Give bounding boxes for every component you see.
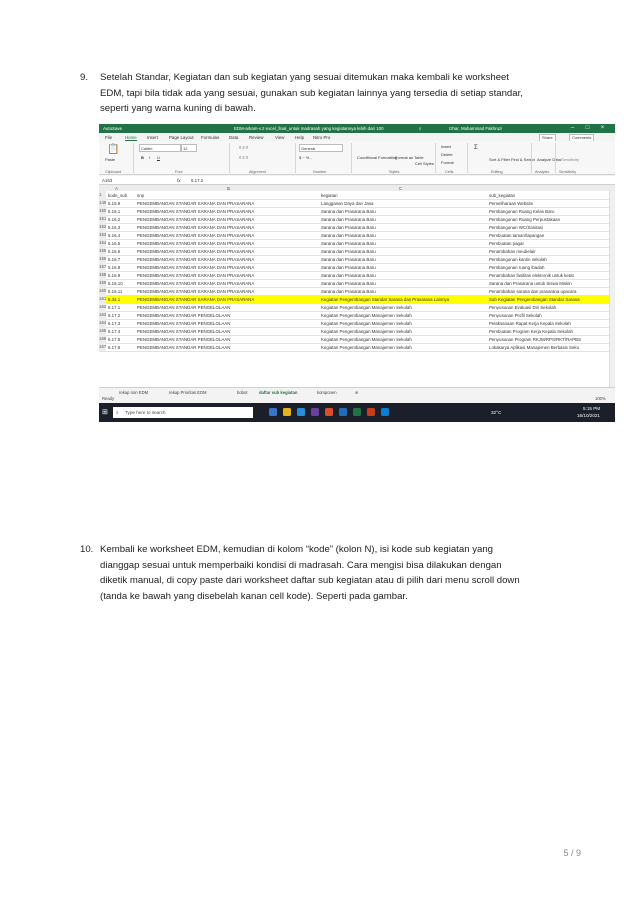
cell-kegiatan[interactable]: Sarana dan Prasarana Baru [321, 208, 376, 214]
cell-snp[interactable]: PENGEMBANGAN STANDAR SARANA DAN PRASARANA [137, 224, 255, 230]
task-view-icon[interactable] [269, 408, 277, 416]
insert-cells-button[interactable]: Insert [441, 144, 452, 149]
cell-sub-kegiatan[interactable]: Pembuatan taman/lapangan [489, 232, 545, 238]
cell-kegiatan[interactable]: Kegiatan Pengembangan Manajemen Sekolah [321, 344, 412, 350]
cell-kegiatan-header[interactable]: kegiatan [321, 192, 338, 198]
row-number: 161 [99, 296, 106, 301]
search-icon[interactable]: ⌕ [419, 126, 422, 131]
cell-kegiatan[interactable]: Sarana dan Prasarana Baru [321, 272, 376, 278]
paragraph-number: 10. [80, 544, 94, 555]
cell-sub-kegiatan[interactable]: Pembuatan Program Kerja Kepala Sekolah [489, 328, 573, 334]
cell-sub-kegiatan[interactable]: Sarana dan Prasarana untuk Siswa Miskin [489, 280, 572, 286]
sheet-grid[interactable] [99, 191, 615, 395]
find-select-button[interactable]: Find & Select [511, 157, 535, 162]
cell-kode-sub[interactable]: 6.17.5 [108, 336, 121, 342]
cell-sub-kegiatan[interactable]: Lokakarya Aplikasi Manajemen Berbasis Seko [489, 344, 580, 350]
excel-icon[interactable] [353, 408, 361, 416]
cell-sub-kegiatan[interactable]: Penambahan sarana dan prasarana upacara [489, 288, 577, 294]
tab-nitro-pro[interactable]: Nitro Pro [313, 134, 331, 140]
sheet-tab-komponen[interactable]: komponen [317, 389, 337, 395]
cell-sub-kegiatan[interactable]: Penyusunan Evaluasi Diri Sekolah [489, 304, 557, 310]
tab-view[interactable]: View [275, 134, 285, 140]
clock-date[interactable]: 16/10/2021 [577, 413, 600, 418]
analyze-data-button[interactable]: Analyze Data [537, 157, 561, 162]
comments-button[interactable]: Comments [569, 134, 594, 142]
row-number: 152 [99, 224, 106, 229]
windows-taskbar [99, 403, 615, 422]
paragraph-text [100, 70, 578, 117]
group-label-alignment: Alignment [249, 170, 266, 174]
ribbon-separator [555, 143, 556, 173]
cell-snp-header[interactable]: snp [137, 192, 145, 198]
zoom-level[interactable]: 100% [595, 396, 606, 401]
search-icon: ⌕ [116, 410, 119, 415]
cell-kode-sub[interactable]: 6.17.1 [108, 304, 121, 310]
ribbon-separator [133, 143, 134, 173]
column-header-b[interactable]: B [227, 185, 230, 191]
cell-sub-kegiatan[interactable]: Pemeliharaan Website [489, 200, 534, 206]
cell-kode-sub[interactable]: 6.17.6 [108, 344, 121, 350]
paragraph-line: (tanda ke bawah yang disebelah kanan cell kode). Seperti pada gambar. [100, 590, 408, 602]
italic-icon[interactable]: I [149, 155, 151, 160]
font-name-value: Calibri [141, 145, 153, 151]
teams-icon[interactable] [311, 408, 319, 416]
ribbon-separator [295, 143, 296, 173]
cell-sub-kegiatan[interactable]: Penyusunan Profil Sekolah [489, 312, 542, 318]
vertical-scrollbar[interactable] [609, 191, 615, 387]
sort-filter-button[interactable]: Sort & Filter [489, 157, 511, 162]
row-number: 158 [99, 272, 106, 277]
column-header-a[interactable]: A [115, 185, 118, 191]
cell-snp[interactable]: PENGEMBANGAN STANDAR PENGELOLAAN [137, 320, 231, 326]
cell-kode-sub[interactable]: 5.16.2 [108, 216, 121, 222]
share-button[interactable]: Share [539, 134, 556, 142]
cell-snp[interactable]: PENGEMBANGAN STANDAR PENGELOLAAN [137, 312, 231, 318]
tab-formulas[interactable]: Formulas [201, 134, 220, 140]
row-number: 160 [99, 288, 106, 293]
cell-sub-kegiatan[interactable]: Penambahan fasilitas elektronik untuk ketat [489, 272, 574, 278]
row-number: 156 [99, 256, 106, 261]
excel-screenshot [99, 124, 615, 422]
row-number: 166 [99, 336, 106, 341]
cell-kegiatan[interactable]: Sarana dan Prasarana Baru [321, 216, 376, 222]
cell-snp[interactable]: PENGEMBANGAN STANDAR PENGELOLAAN [137, 328, 231, 334]
sheet-tab-daftar-sub-kegiatan[interactable]: daftar sub kegiatan [259, 389, 298, 395]
maximize-icon[interactable]: □ [585, 125, 590, 131]
cell-styles-button[interactable]: Cell Styles [415, 161, 434, 166]
cell-sub-kegiatan[interactable]: Pelaksanaan Rapat Kerja Kepala Sekolah [489, 320, 571, 326]
fx-icon[interactable]: fx [177, 177, 181, 183]
row-number: 149 [99, 200, 106, 205]
row-number: 1 [99, 191, 106, 199]
ribbon-separator [229, 143, 230, 173]
align-top-icon[interactable]: ≡ ≡ ≡ [239, 145, 249, 150]
cell-kegiatan[interactable]: Sarana dan Prasarana Baru [321, 288, 376, 294]
conditional-formatting-button[interactable]: Conditional Formatting [357, 155, 398, 160]
cell-kegiatan[interactable]: Kegiatan Pengembangan Manajemen Sekolah [321, 336, 412, 342]
cell-kegiatan[interactable]: Sarana dan Prasarana Baru [321, 264, 376, 270]
format-as-table-button[interactable]: Format as Table [395, 155, 424, 160]
chrome-icon[interactable] [325, 408, 333, 416]
cell-snp[interactable]: PENGEMBANGAN STANDAR SARANA DAN PRASARANA [137, 272, 255, 278]
table-row[interactable] [99, 343, 609, 352]
delete-cells-button[interactable]: Delete [441, 152, 453, 157]
row-number: 162 [99, 304, 106, 309]
row-number: 155 [99, 248, 106, 253]
cell-kode-sub[interactable]: 5.16.10 [108, 280, 123, 286]
cell-kode-sub[interactable]: 5.16.11 [108, 288, 123, 294]
cell-kode-sub[interactable]: 5.16.3 [108, 224, 121, 230]
autosave-label[interactable]: AutoSave [103, 126, 123, 131]
cell-kegiatan[interactable]: Kegiatan Pengembangan Manajemen Sekolah [321, 312, 412, 318]
paragraph-line: Setelah Standar, Kegiatan dan sub kegiatan yang sesuai ditemukan maka kembali ke worksheet [100, 72, 510, 83]
row-number: 167 [99, 344, 106, 349]
cell-kegiatan[interactable]: Sarana dan Prasarana Baru [321, 240, 376, 246]
group-label-analysis: Analysis [535, 170, 550, 174]
paste-button[interactable]: Paste [105, 157, 116, 162]
page-number: 5 / 9 [563, 848, 581, 858]
cell-snp[interactable]: PENGEMBANGAN STANDAR SARANA DAN PRASARANA [137, 256, 255, 262]
tab-insert[interactable]: Insert [147, 134, 158, 140]
add-sheet-icon[interactable]: ⊕ [355, 389, 359, 395]
ribbon-separator [531, 143, 532, 173]
tab-home[interactable]: Home [125, 134, 137, 140]
paragraph-line: EDM, tapi bila tidak ada yang sesuai, gunakan sub kegiatan lainnya yang tersedia di setiap standar, [100, 87, 523, 99]
cell-kode-sub[interactable]: 5.16.1 [108, 208, 121, 214]
cell-kegiatan[interactable]: Kegiatan Pengembangan Standar Sarana dan Prasarana Lainnya [321, 296, 450, 302]
cell-snp[interactable]: PENGEMBANGAN STANDAR SARANA DAN PRASARANA [137, 288, 255, 294]
tab-review[interactable]: Review [249, 134, 264, 140]
windows-start-icon[interactable]: ⊞ [102, 409, 108, 416]
cell-snp[interactable]: PENGEMBANGAN STANDAR PENGELOLAAN [137, 304, 231, 310]
font-name-select[interactable] [139, 144, 181, 152]
outlook-icon[interactable] [381, 408, 389, 416]
row-number: 157 [99, 264, 106, 269]
sheet-tab-rekap-non-edm[interactable]: rekap non EDM [119, 389, 149, 395]
cell-snp[interactable]: PENGEMBANGAN STANDAR SARANA DAN PRASARANA [137, 296, 255, 302]
number-format-value: General [301, 145, 316, 151]
paragraph-line: diketik manual, di copy paste dari worksheet daftar sub kegiatan atau di pilih dari menu scroll down [100, 575, 520, 587]
tab-data[interactable]: Data [229, 134, 239, 140]
autosum-icon[interactable]: Σ [474, 145, 478, 151]
cell-snp[interactable]: PENGEMBANGAN STANDAR SARANA DAN PRASARANA [137, 216, 255, 222]
cell-snp[interactable]: PENGEMBANGAN STANDAR PENGELOLAAN [137, 336, 231, 342]
sensitivity-button[interactable]: Sensitivity [561, 157, 580, 162]
paragraph-line: seperti yang warna kuning di bawah. [100, 103, 256, 115]
format-cells-button[interactable]: Format [441, 160, 454, 165]
cell-snp[interactable]: PENGEMBANGAN STANDAR SARANA DAN PRASARANA [137, 232, 255, 238]
cell-sub-kegiatan[interactable]: Penyusunan Program RKJM/RPS/RKT/RAPBS [489, 336, 581, 342]
paragraph-line: dianggap sesuai untuk memperbaiki kondisi di madrasah. Cara mengisi bisa dilakukan dengan [100, 559, 502, 571]
cell-kode-sub[interactable]: 6.17.4 [108, 328, 121, 334]
row-number: 159 [99, 280, 106, 285]
powerpoint-icon[interactable] [367, 408, 375, 416]
ribbon-separator [351, 143, 352, 173]
formula-bar [99, 176, 615, 185]
font-size-value: 12 [183, 145, 188, 151]
cell-kode-sub[interactable]: 5.16.5 [108, 240, 121, 246]
group-label-cells: Cells [445, 170, 454, 174]
tab-help[interactable]: Help [295, 134, 305, 140]
cell-sub-kegiatan[interactable]: Pembangunan Ruang Kelas Baru [489, 208, 555, 214]
excel-title-bar [99, 124, 615, 133]
row-number: 165 [99, 328, 106, 333]
underline-icon[interactable]: U [157, 155, 160, 160]
tab-page-layout[interactable]: Page Layout [169, 134, 194, 140]
cell-kode-sub[interactable]: 5.16.7 [108, 256, 121, 262]
cell-kegiatan[interactable]: Sarana dan Prasarana Baru [321, 248, 376, 254]
cell-snp[interactable]: PENGEMBANGAN STANDAR SARANA DAN PRASARANA [137, 208, 255, 214]
number-format-select[interactable] [299, 144, 343, 152]
cell-sub-kegiatan[interactable]: Pembangunan ruang ibadah [489, 264, 545, 270]
group-label-styles: Styles [389, 170, 400, 174]
paste-icon[interactable]: 📋 [107, 144, 120, 155]
taskbar-search-box[interactable] [113, 407, 253, 418]
user-name[interactable]: Izhar, Muhammad Fakhruzi [449, 126, 503, 131]
ribbon-tabs [99, 133, 615, 141]
cell-sub-kegiatan-header[interactable]: sub_kegiatan [489, 192, 516, 198]
cell-kegiatan[interactable]: Kegiatan Pengembangan Manajemen Sekolah [321, 328, 412, 334]
cell-snp[interactable]: PENGEMBANGAN STANDAR PENGELOLAAN [137, 344, 231, 350]
paragraph-line: Kembali ke worksheet EDM, kemudian di kolom “kode” (kolon N), isi kode sub kegiatan yang [100, 544, 493, 555]
group-label-editing: Editing [491, 170, 503, 174]
cell-kegiatan[interactable]: Kegiatan Pengembangan Manajemen Sekolah [321, 304, 412, 310]
close-icon[interactable]: × [600, 125, 605, 131]
cell-sub-kegiatan[interactable]: Pembuatan pagar [489, 240, 524, 246]
paragraph-text [100, 542, 578, 604]
temperature-text: 32°C [491, 410, 502, 415]
paragraph-number: 9. [80, 72, 89, 83]
group-label-clipboard: Clipboard [105, 170, 122, 174]
group-label-font: Font [175, 170, 183, 174]
cell-sub-kegiatan[interactable]: Penambahan meubelair [489, 248, 536, 254]
cell-snp[interactable]: PENGEMBANGAN STANDAR SARANA DAN PRASARANA [137, 264, 255, 270]
row-number: 153 [99, 232, 106, 237]
currency-icon[interactable]: $ ~ % , [299, 155, 312, 160]
cell-snp[interactable]: PENGEMBANGAN STANDAR SARANA DAN PRASARANA [137, 200, 255, 206]
cell-kode-sub[interactable]: 6.17.3 [108, 320, 121, 326]
column-header-c[interactable]: C [399, 185, 403, 191]
cell-kode-sub[interactable]: 6.17.2 [108, 312, 121, 318]
row-number: 163 [99, 312, 106, 317]
cell-sub-kegiatan[interactable]: Pembangunan kantin sekolah [489, 256, 547, 262]
group-label-number: Number [313, 170, 327, 174]
status-bar [99, 395, 615, 402]
cell-snp[interactable]: PENGEMBANGAN STANDAR SARANA DAN PRASARANA [137, 240, 255, 246]
formula-input[interactable]: 6.17.2 [191, 177, 204, 183]
row-number: 154 [99, 240, 106, 245]
edge-icon[interactable] [297, 408, 305, 416]
cell-kode-sub[interactable]: 5.16.4 [108, 232, 121, 238]
cell-kegiatan[interactable]: Sarana dan Prasarana Baru [321, 256, 376, 262]
cell-kegiatan[interactable]: Sarana dan Prasarana Baru [321, 232, 376, 238]
name-box[interactable]: A163 [102, 177, 113, 183]
cell-kode-sub[interactable]: 5.34.1 [108, 296, 121, 302]
row-number: 150 [99, 208, 106, 213]
row-number: 164 [99, 320, 106, 325]
ribbon-separator [435, 143, 436, 173]
tab-file[interactable]: File [105, 134, 113, 140]
cell-sub-kegiatan[interactable]: Pembangunan WC/Sanitasi [489, 224, 543, 230]
home-ribbon [99, 141, 615, 175]
cell-kode-header[interactable]: kode_sub [108, 192, 128, 198]
cell-snp[interactable]: PENGEMBANGAN STANDAR SARANA DAN PRASARANA [137, 280, 255, 286]
cell-kode-sub[interactable]: 5.16.8 [108, 264, 121, 270]
row-number: 151 [99, 216, 106, 221]
clock-time[interactable]: 5:15 PM [583, 406, 601, 411]
word-icon[interactable] [339, 408, 347, 416]
sheet-tab-bobot[interactable]: bobot [237, 389, 248, 395]
file-explorer-icon[interactable] [283, 408, 291, 416]
sheet-tab-rekap-prioritas-edm[interactable]: rekap Prioritas EDM [169, 389, 207, 395]
font-size-select[interactable] [181, 144, 197, 152]
status-text: Ready [102, 396, 115, 401]
window-title: EDM-arkam-v.2 excel_final_untuk madrasah yang kegiatannya lebih dari 100 [234, 126, 384, 131]
bold-icon[interactable]: B [141, 155, 144, 160]
cell-kegiatan[interactable]: Sarana dan Prasarana Baru [321, 224, 376, 230]
cell-sub-kegiatan[interactable]: Pembangunan Ruang Perpustakaan [489, 216, 561, 222]
ribbon-separator [467, 143, 468, 173]
minimize-icon[interactable]: – [570, 125, 575, 131]
cell-sub-kegiatan[interactable]: Sub Kegiatan Pengembangan Standar Sarana [489, 296, 580, 302]
cell-snp[interactable]: PENGEMBANGAN STANDAR SARANA DAN PRASARANA [137, 248, 255, 254]
group-label-sensitivity: Sensitivity [559, 170, 577, 174]
align-left-icon[interactable]: ≡ ≡ ≡ [239, 155, 249, 160]
cell-kode-sub[interactable]: 5.16.9 [108, 272, 121, 278]
cell-kode-sub[interactable]: 5.16.6 [108, 248, 121, 254]
cell-kegiatan[interactable]: Kegiatan Pengembangan Manajemen Sekolah [321, 320, 412, 326]
cell-kode-sub[interactable]: 5.15.9 [108, 200, 121, 206]
cell-kegiatan[interactable]: Sarana dan Prasarana Baru [321, 280, 376, 286]
cell-kegiatan[interactable]: Langganan Daya dan Jasa [321, 200, 374, 206]
taskbar-search-input[interactable]: Type here to search [125, 410, 166, 415]
